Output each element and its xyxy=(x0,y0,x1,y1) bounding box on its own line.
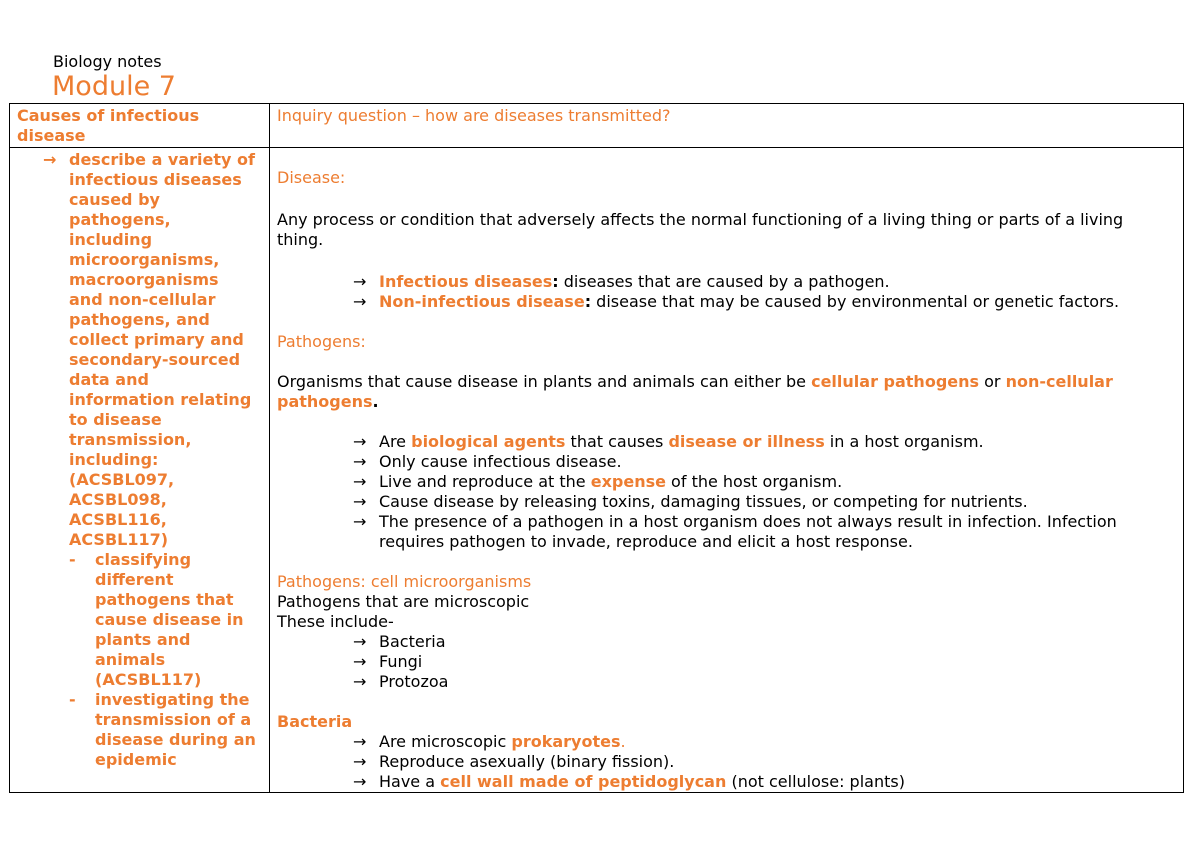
microorganisms-line: Pathogens that are microscopic xyxy=(277,592,530,611)
microorganisms-line: These include- xyxy=(277,612,394,631)
infectious-definition: diseases that are caused by a pathogen. xyxy=(558,272,890,291)
arrow-icon: → xyxy=(353,752,367,771)
arrow-icon: → xyxy=(353,472,367,491)
arrow-icon: → xyxy=(353,772,367,791)
arrow-bullet: → xyxy=(43,150,57,169)
list-item: → Are microscopic prokaryotes. xyxy=(353,732,626,751)
list-item: → The presence of a pathogen in a host organism does not always result in infection. Infection requires pathogen to invade, reproduce and elicit a host response. xyxy=(353,512,1117,551)
non-cellular-term: non-cellular pathogens xyxy=(277,372,1113,411)
dash-bullet: - xyxy=(69,690,76,709)
table-content-row xyxy=(10,148,1184,793)
module-title: Module 7 xyxy=(52,71,176,102)
non-infectious-term: Non-infectious disease xyxy=(379,292,585,311)
inquiry-question: Inquiry question – how are diseases transmitted? xyxy=(270,104,1184,148)
list-item: → Only cause infectious disease. xyxy=(353,452,622,471)
bacteria-heading: Bacteria xyxy=(277,712,353,731)
arrow-icon: → xyxy=(353,452,367,471)
non-infectious-definition: disease that may be caused by environmental or genetic factors. xyxy=(591,292,1120,311)
list-item xyxy=(353,292,1183,312)
arrow-icon: → xyxy=(353,632,367,651)
syllabus-point: describe a variety of infectious diseases caused by pathogens, including microorganisms, macroorganisms and non-cellular pathogens, and collect primary and secondary-sourced data and information relating to disease transmission, including: (ACSBL097, ACSBL098, ACSBL116, ACSBL117) xyxy=(69,150,255,549)
list-item: → Cause disease by releasing toxins, damaging tissues, or competing for nutrients. xyxy=(353,492,1028,511)
list-item: → Bacteria xyxy=(353,632,446,651)
pathogens-heading: Pathogens: xyxy=(277,332,366,351)
colon: : xyxy=(584,292,592,311)
table-header-row xyxy=(10,104,1184,148)
syllabus-subpoint-1: classifying different pathogens that cause disease in plants and animals (ACSBL117) xyxy=(95,550,244,689)
notes-label: Biology notes xyxy=(53,52,162,71)
arrow-icon: → xyxy=(353,492,367,511)
notes-cell xyxy=(270,148,1184,793)
list-item: → Live and reproduce at the expense of the host organism. xyxy=(353,472,843,491)
arrow-icon: → xyxy=(353,272,367,291)
list-item xyxy=(353,272,1183,292)
pathogens-paragraph: Organisms that cause disease in plants and animals can either be cellular pathogens or non-cellular pathogens. xyxy=(277,372,1113,411)
arrow-icon: → xyxy=(353,512,367,531)
microorganisms-heading: Pathogens: cell microorganisms xyxy=(277,572,532,591)
list-item: → Protozoa xyxy=(353,672,449,691)
arrow-icon: → xyxy=(353,672,367,691)
list-item: → Have a cell wall made of peptidoglycan (not cellulose: plants) xyxy=(353,772,905,791)
list-item: → Fungi xyxy=(353,652,423,671)
left-header-cell: Causes of infectious disease xyxy=(10,104,270,148)
infectious-term: Infectious diseases xyxy=(379,272,553,291)
syllabus-content xyxy=(10,148,269,792)
disease-definition: Any process or condition that adversely affects the normal functioning of a living thing or parts of a living thing. xyxy=(277,210,1124,249)
arrow-icon: → xyxy=(353,732,367,751)
arrow-icon: → xyxy=(353,652,367,671)
arrow-icon: → xyxy=(353,432,367,451)
notes-table xyxy=(9,103,1184,793)
disease-heading: Disease: xyxy=(277,168,346,187)
dash-bullet: - xyxy=(69,550,76,569)
list-item: → Are biological agents that causes disease or illness in a host organism. xyxy=(353,432,984,451)
colon: : xyxy=(552,272,559,291)
arrow-icon: → xyxy=(353,292,367,311)
syllabus-cell xyxy=(10,148,270,793)
list-item: → Reproduce asexually (binary fission). xyxy=(353,752,675,771)
syllabus-subpoint-2: investigating the transmission of a disease during an epidemic xyxy=(95,690,256,769)
cellular-term: cellular pathogens xyxy=(811,372,980,391)
